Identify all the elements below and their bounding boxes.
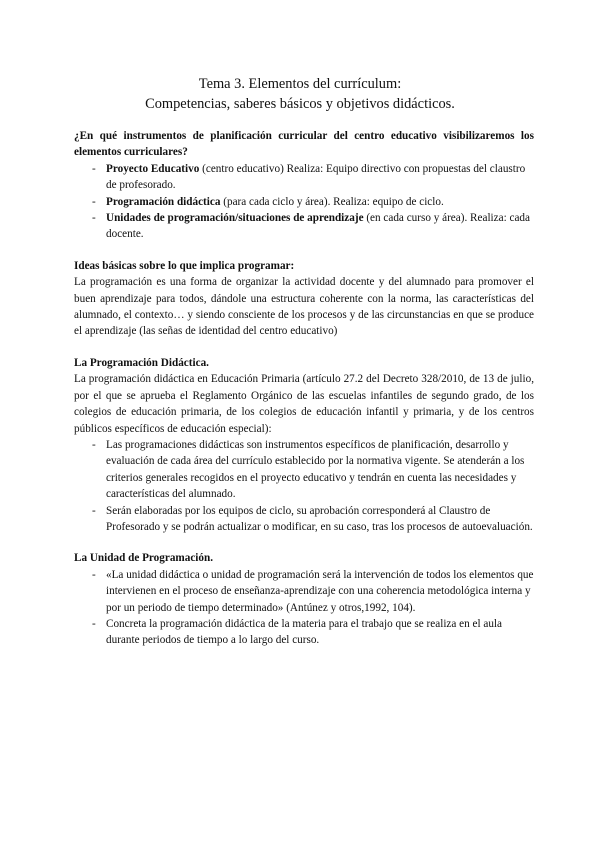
bullet-dash: - [92, 195, 96, 208]
bullet-dash: - [92, 162, 96, 175]
list-item [74, 616, 534, 649]
item-text: «La unidad didáctica o unidad de programación será la intervención de todos los elementos que intervienen en el proceso de enseñanza-aprendizaje con una coherencia metodológica interna y por un periodo de tiempo determinado» (Antúnez y otros,1992, 104). [106, 568, 534, 614]
item-bold-label: Unidades de programación/situaciones de aprendizaje [106, 212, 364, 225]
section-instruments [74, 128, 534, 243]
instrument-list [74, 161, 534, 243]
section-paragraph: La programación didáctica en Educación Primaria (artículo 27.2 del Decreto 328/2010, de 13 de julio, por el que se aprueba el Reglamento Orgánico de las escuelas infantiles de segundo grado, de los colegios de educación primaria, de los colegios de educación infantil y primaria, y de los centros públicos específicos de educación especial): [74, 373, 534, 435]
item-text: Serán elaboradas por los equipos de ciclo, su aprobación corresponderá al Claustro de Profesorado y se podrán actualizar o modificar, en su caso, tras los procesos de autoevaluación. [106, 504, 533, 533]
list-item [74, 210, 534, 243]
item-text: Concreta la programación didáctica de la materia para el trabajo que se realiza en el aula durante periodos de tiempo a lo largo del curso. [106, 617, 503, 647]
list-item [74, 437, 534, 503]
section-heading: ¿En qué instrumentos de planificación curricular del centro educativo visibilizaremos los elementos curriculares? [74, 130, 534, 159]
unidad-list [74, 567, 534, 649]
document-title [0, 74, 600, 114]
item-bold-label: Programación didáctica [106, 195, 221, 208]
programacion-list [74, 437, 534, 535]
list-item [74, 194, 534, 210]
list-item [74, 503, 534, 536]
bullet-dash: - [92, 504, 96, 517]
item-text: Las programaciones didácticas son instrumentos específicos de planificación, desarrollo y evaluación de cada área del currículo establecido por la normativa vigente. Se atenderán a los criterios generales recogidos en el proyecto educativo y tendrán en cuenta las necesidades y características del alumnado. [106, 438, 525, 501]
title-line-2: Competencias, saberes básicos y objetivos didácticos. [145, 96, 455, 112]
section-unidad-programacion [74, 550, 534, 648]
list-item [74, 567, 534, 616]
bullet-dash: - [92, 212, 96, 225]
bullet-dash: - [92, 568, 96, 581]
section-ideas [74, 258, 534, 340]
section-heading: La Programación Didáctica. [74, 356, 209, 369]
bullet-dash: - [92, 438, 96, 451]
item-text: (en cada curso y área). Realiza: cada docente. [106, 212, 530, 241]
section-heading: La Unidad de Programación. [74, 552, 214, 565]
section-heading: Ideas básicas sobre lo que implica programar: [74, 259, 295, 272]
item-bold-label: Proyecto Educativo [106, 162, 200, 175]
section-paragraph: La programación es una forma de organizar la actividad docente y del alumnado para promover el buen aprendizaje para todos, dándole una estructura coherente con la norma, las características del alumnado, el contexto… y siendo consciente de los procesos y de las circunstancias en que se produce el aprendizaje (las señas de identidad del centro educativo) [74, 276, 534, 338]
list-item [74, 161, 534, 194]
item-text: (para cada ciclo y área). Realiza: equipo de ciclo. [220, 195, 444, 208]
item-text: (centro educativo) Realiza: Equipo directivo con propuestas del claustro de profesorado. [106, 162, 526, 192]
bullet-dash: - [92, 617, 96, 630]
document-body [74, 128, 534, 649]
title-line-1: Tema 3. Elementos del currículum: [198, 76, 402, 92]
section-programacion-didactica [74, 355, 534, 535]
